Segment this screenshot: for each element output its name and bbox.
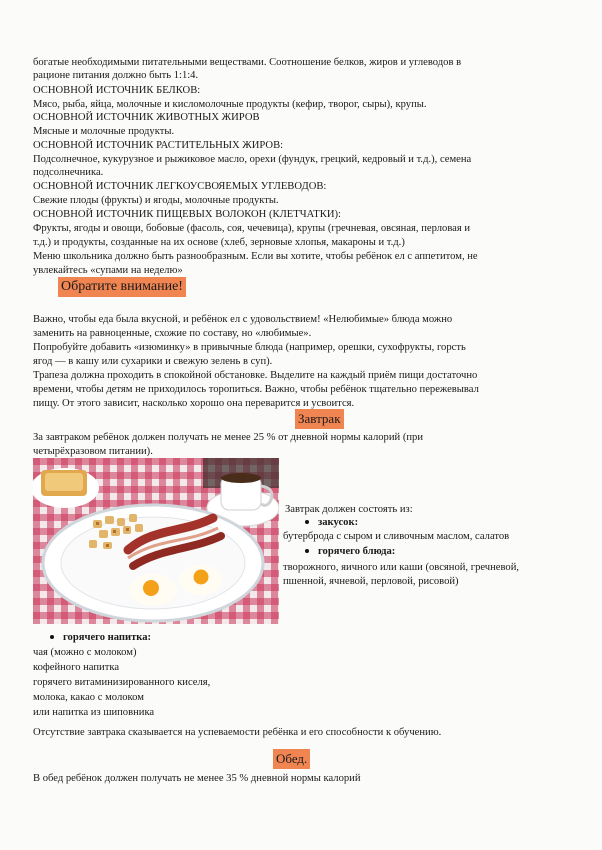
breakfast-title: Завтрак — [295, 409, 344, 429]
snacks-text: бутерброда с сыром и сливочным маслом, салатов — [283, 531, 510, 542]
protein-text: Мясо, рыба, яйца, молочные и кисломолочные продукты (кефир, творог, сыры), крупы. — [33, 99, 427, 110]
breakfast-photo — [33, 458, 279, 624]
snacks-bullet — [305, 516, 358, 529]
hot-drink-label: горячего напитка: — [63, 632, 152, 643]
bullet-icon — [305, 549, 309, 553]
plant-fat-text-2: подсолнечника. — [33, 167, 104, 178]
carbs-text: Свежие плоды (фрукты) и ягоды, молочные продукты. — [33, 195, 279, 206]
intro-line-2: рационе питания должно быть 1:1:4. — [33, 70, 199, 81]
snacks-label: закусок: — [318, 517, 359, 528]
attention-line-3: Попробуйте добавить «изюминку» в привычные блюда (например, орешки, сухофрукты, горсть — [33, 342, 466, 353]
bullet-icon — [50, 635, 54, 639]
lunch-title: Обед. — [273, 749, 310, 769]
fiber-text-1: Фрукты, ягоды и овощи, бобовые (фасоль, соя, чечевица), крупы (гречневая, овсяная, перловая и — [33, 223, 471, 234]
breakfast-intro-1: За завтраком ребёнок должен получать не менее 25 % от дневной нормы калорий (при — [33, 432, 423, 443]
hot-drink-item-1: чая (можно с молоком) — [33, 647, 137, 658]
breakfast-absence: Отсутствие завтрака сказывается на успеваемости ребёнка и его способности к обучению. — [33, 727, 442, 738]
variety-line-1: Меню школьника должно быть разнообразным. Если вы хотите, чтобы ребёнок ел с аппетитом, не — [33, 251, 478, 262]
attention-line-4: ягод — в кашу или сухарики и свежую зелень в суп). — [33, 356, 273, 367]
intro-line-1: богатые необходимыми питательными веществами. Соотношение белков, жиров и углеводов в — [33, 57, 462, 68]
animal-fat-text: Мясные и молочные продукты. — [33, 126, 175, 137]
hot-dish-label: горячего блюда: — [318, 546, 396, 557]
hot-drink-item-2: кофейного напитка — [33, 662, 120, 673]
attention-line-2: заменить на равноценные, схожие по составу, но «любимые». — [33, 328, 312, 339]
attention-line-7: пищу. От этого зависит, насколько хорошо она переварится и усвоится. — [33, 398, 355, 409]
hot-drink-bullet — [50, 631, 151, 644]
protein-heading: ОСНОВНОЙ ИСТОЧНИК БЕЛКОВ: — [33, 85, 201, 96]
attention-line-5: Трапеза должна проходить в спокойной обстановке. Выделите на каждый приём пищи достаточно — [33, 370, 478, 381]
fiber-heading: ОСНОВНОЙ ИСТОЧНИК ПИЩЕВЫХ ВОЛОКОН (КЛЕТЧАТКИ): — [33, 209, 341, 220]
hot-dish-bullet — [305, 545, 395, 558]
variety-line-2: увлекайтесь «супами на неделю» — [33, 265, 183, 276]
carbs-heading: ОСНОВНОЙ ИСТОЧНИК ЛЕГКОУСВОЯЕМЫХ УГЛЕВОДОВ: — [33, 181, 327, 192]
hot-dish-text-2: пшенной, ячневой, перловой, рисовой) — [283, 576, 459, 587]
animal-fat-heading: ОСНОВНОЙ ИСТОЧНИК ЖИВОТНЫХ ЖИРОВ — [33, 112, 260, 123]
plant-fat-text-1: Подсолнечное, кукурузное и рыжиковое масло, орехи (фундук, грецкий, кедровый и т.д.), семена — [33, 154, 472, 165]
lunch-intro: В обед ребёнок должен получать не менее 35 % дневной нормы калорий — [33, 773, 361, 784]
hot-drink-item-4: молока, какао с молоком — [33, 692, 144, 703]
fiber-text-2: т.д.) и продукты, созданные на их основе (хлеб, зерновые хлопья, макароны и т.д.) — [33, 237, 405, 248]
bullet-icon — [305, 520, 309, 524]
hot-drink-item-3: горячего витаминизированного киселя, — [33, 677, 211, 688]
breakfast-intro-2: четырёхразовом питании). — [33, 446, 153, 457]
attention-title: Обратите внимание! — [58, 277, 186, 297]
hot-drink-item-5: или напитка из шиповника — [33, 707, 155, 718]
hot-dish-text-1: творожного, яичного или каши (овсяной, гречневой, — [283, 562, 520, 573]
breakfast-consist: Завтрак должен состоять из: — [285, 504, 413, 515]
plant-fat-heading: ОСНОВНОЙ ИСТОЧНИК РАСТИТЕЛЬНЫХ ЖИРОВ: — [33, 140, 284, 151]
attention-line-6: времени, чтобы детям не приходилось торопиться. Важно, чтобы ребёнок тщательно пережевывал — [33, 384, 479, 395]
attention-line-1: Важно, чтобы еда была вкусной, и ребёнок ел с удовольствием! «Нелюбимые» блюда можно — [33, 314, 453, 325]
